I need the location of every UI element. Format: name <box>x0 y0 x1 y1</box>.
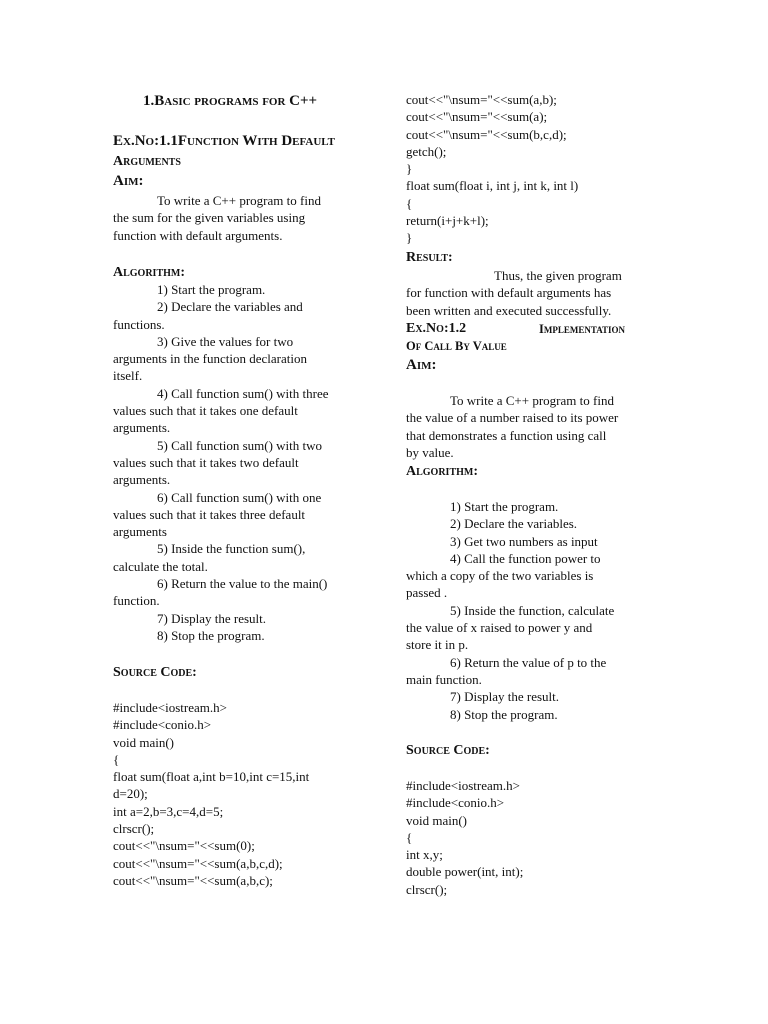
algorithm-line: 5) Call function sum() with two <box>157 437 323 453</box>
result-line: Thus, the given program <box>494 268 622 283</box>
code-line: clrscr(); <box>406 881 448 897</box>
exercise-2-title: Implementation <box>539 322 626 336</box>
source-code-block <box>113 699 363 889</box>
algorithm-line: 2) Declare the variables and <box>157 299 303 315</box>
aim-line: the sum for the given variables using <box>113 210 306 226</box>
code-line: cout<<"\nsum="<<sum(0); <box>113 838 255 854</box>
code-line: #include<conio.h> <box>113 717 212 733</box>
algorithm-line: 6) Return the value of p to the <box>450 654 607 670</box>
aim-line: that demonstrates a function using call <box>406 427 607 443</box>
algorithm-line: function. <box>113 593 160 609</box>
algorithm-line: 8) Stop the program. <box>157 627 265 643</box>
algorithm-line: values such that it takes two default <box>113 454 299 470</box>
result-line: for function with default arguments has <box>406 285 612 301</box>
algorithm-list-2 <box>406 498 658 723</box>
source-code-continued <box>406 91 658 247</box>
algorithm-label-2: Algorithm: <box>406 464 478 479</box>
aim-label-2: Aim: <box>406 357 437 373</box>
code-line: int a=2,b=3,c=4,d=5; <box>113 803 224 819</box>
code-line: cout<<"\nsum="<<sum(a,b,c); <box>113 872 273 888</box>
exercise-2-title-cont: Of Call By Value <box>406 339 507 353</box>
source-code-label-2: Source Code: <box>406 743 490 758</box>
algorithm-line: calculate the total. <box>113 558 208 574</box>
code-line: } <box>406 230 413 246</box>
code-line: d=20); <box>113 786 148 802</box>
algorithm-line: 3) Get two numbers as input <box>450 533 598 549</box>
aim-line: the value of a number raised to its power <box>406 410 619 426</box>
algorithm-line: 6) Return the value to the main() <box>157 576 328 592</box>
algorithm-line: 7) Display the result. <box>157 610 267 626</box>
code-line: float sum(float i, int j, int k, int l) <box>406 178 579 194</box>
result-label: Result: <box>406 250 453 265</box>
code-line: void main() <box>113 734 175 750</box>
code-line: void main() <box>406 812 468 828</box>
algorithm-line: functions. <box>113 316 165 332</box>
aim-line: To write a C++ program to find <box>157 193 321 208</box>
algorithm-line: 5) Inside the function sum(), <box>157 541 306 557</box>
code-line: getch(); <box>406 143 447 159</box>
code-line: float sum(float a,int b=10,int c=15,int <box>113 769 310 785</box>
code-line: { <box>406 829 413 845</box>
code-line: #include<conio.h> <box>406 795 505 811</box>
algorithm-line: 8) Stop the program. <box>450 706 558 722</box>
code-line: int x,y; <box>406 847 443 863</box>
aim-line: by value. <box>406 444 454 460</box>
aim-line: function with default arguments. <box>113 227 283 243</box>
algorithm-line: store it in p. <box>406 637 469 653</box>
algorithm-line: arguments <box>113 524 167 540</box>
code-line: cout<<"\nsum="<<sum(a); <box>406 109 548 125</box>
algorithm-line: 6) Call function sum() with one <box>157 489 322 505</box>
algorithm-line: values such that it takes one default <box>113 403 298 419</box>
code-line: #include<iostream.h> <box>406 778 520 793</box>
code-line: } <box>406 161 413 177</box>
algorithm-line: 1) Start the program. <box>157 282 266 297</box>
algorithm-line: 7) Display the result. <box>450 689 560 705</box>
algorithm-line: 3) Give the values for two <box>157 333 294 349</box>
result-line: been written and executed successfully. <box>406 302 612 318</box>
code-line: { <box>113 751 120 767</box>
algorithm-line: values such that it takes three default <box>113 506 306 522</box>
code-line: cout<<"\nsum="<<sum(b,c,d); <box>406 126 567 142</box>
aim-paragraph-2 <box>406 392 658 461</box>
algorithm-line: 4) Call function sum() with three <box>157 385 329 401</box>
result-paragraph <box>406 267 658 319</box>
exercise-1-heading: Ex.No:1.1Function With Default <box>113 133 335 149</box>
algorithm-line: passed . <box>406 585 448 601</box>
code-line: return(i+j+k+l); <box>406 213 489 229</box>
algorithm-line: main function. <box>406 671 482 687</box>
source-code-block-2 <box>406 777 658 898</box>
algorithm-line: 5) Inside the function, calculate <box>450 602 615 618</box>
exercise-2-number: Ex.No:1.2 <box>406 321 467 336</box>
code-line: clrscr(); <box>113 821 155 837</box>
code-line: cout<<"\nsum="<<sum(a,b); <box>406 92 557 107</box>
algorithm-line: arguments. <box>113 472 171 488</box>
algorithm-line: itself. <box>113 368 143 384</box>
aim-label: Aim: <box>113 173 144 189</box>
algorithm-line: 2) Declare the variables. <box>450 516 578 532</box>
algorithm-line: 4) Call the function power to <box>450 550 601 566</box>
algorithm-line: which a copy of the two variables is <box>406 568 594 584</box>
code-line: cout<<"\nsum="<<sum(a,b,c,d); <box>113 855 283 871</box>
algorithm-line: arguments. <box>113 420 171 436</box>
chapter-title: 1.Basic programs for C++ <box>143 93 318 109</box>
exercise-1-heading-cont: Arguments <box>113 154 181 169</box>
algorithm-line: 1) Start the program. <box>450 499 559 514</box>
algorithm-line: arguments in the function declaration <box>113 351 307 367</box>
source-code-label: Source Code: <box>113 665 197 680</box>
algorithm-list <box>113 281 363 644</box>
code-line: #include<iostream.h> <box>113 700 227 715</box>
aim-paragraph <box>113 192 363 244</box>
algorithm-line: the value of x raised to power y and <box>406 620 593 636</box>
code-line: double power(int, int); <box>406 864 524 880</box>
code-line: { <box>406 195 413 211</box>
aim-line: To write a C++ program to find <box>450 393 614 408</box>
algorithm-label: Algorithm: <box>113 265 185 280</box>
